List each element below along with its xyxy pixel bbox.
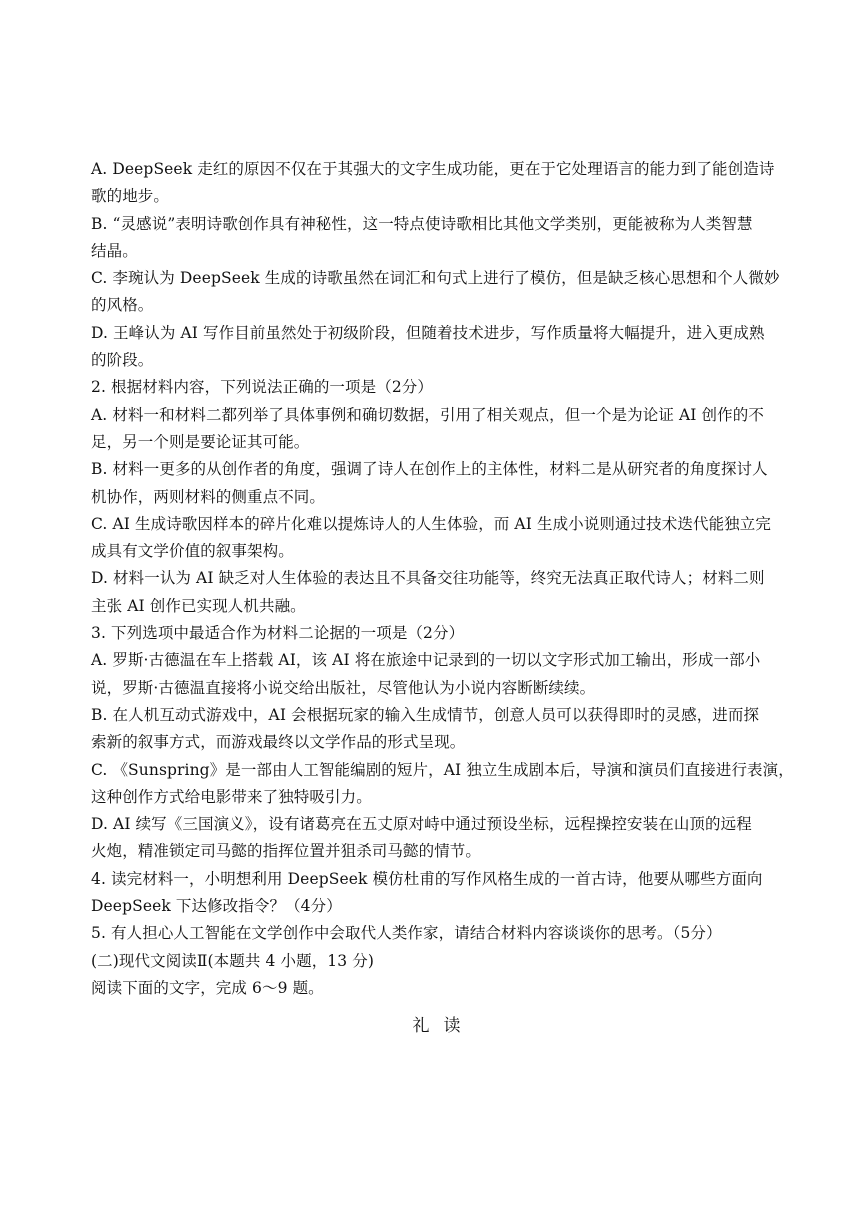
q2-option-d-line-2: 主张 AI 创作已实现人机共融。: [91, 596, 306, 615]
q1-option-c-line-1: C. 李琬认为 DeepSeek 生成的诗歌虽然在词汇和句式上进行了模仿，但是缺乏核心思想和个人微妙: [91, 269, 780, 288]
q1-option-c-line-2: 的风格。: [91, 296, 154, 315]
section-instruction: 阅读下面的文字，完成 6～9 题。: [91, 978, 324, 997]
q3-option-c-line-2: 这种创作方式给电影带来了独特吸引力。: [91, 787, 372, 806]
q1-option-a-line-1: A. DeepSeek 走红的原因不仅在于其强大的文字生成功能，更在于它处理语言的能力到了能创造诗: [91, 160, 775, 178]
q1-option-b-line-1: B. “灵感说”表明诗歌创作具有神秘性，这一特点使诗歌相比其他文学类别，更能被称为人类智慧: [91, 214, 753, 233]
q1-option-a-line-2: 歌的地步。: [91, 187, 170, 206]
passage-title: 礼读: [412, 1016, 475, 1037]
q2-option-b-line-1: B. 材料一更多的从创作者的角度，强调了诗人在创作上的主体性，材料二是从研究者的角度探讨人: [91, 460, 768, 479]
q3-option-d-line-1: D. AI 续写《三国演义》，设有诸葛亮在五丈原对峙中通过预设坐标，远程操控安装在山顶的远程: [91, 815, 752, 834]
question-5: 5. 有人担心人工智能在文学创作中会取代人类作家，请结合材料内容谈谈你的思考。（5分）: [91, 924, 722, 943]
q3-option-b-line-2: 索新的叙事方式，而游戏最终以文学作品的形式呈现。: [91, 733, 466, 752]
section-heading: (二)现代文阅读Ⅱ(本题共 4 小题，13 分): [91, 951, 374, 970]
q1-option-d-line-2: 的阶段。: [91, 351, 154, 370]
q2-option-c-line-2: 成具有文学价值的叙事架构。: [91, 542, 294, 561]
q3-option-c-line-1: C. 《Sunspring》是一部由人工智能编剧的短片，AI 独立生成剧本后，导演和演员们直接进行表演，: [91, 760, 794, 779]
q1-option-d-line-1: D. 王峰认为 AI 写作目前虽然处于初级阶段，但随着技术进步，写作质量将大幅提升，进入更成熟: [91, 323, 765, 342]
q2-option-a-line-2: 足，另一个则是要论证其可能。: [91, 432, 310, 451]
question-2-stem: 2. 根据材料内容，下列说法正确的一项是（2分）: [91, 378, 433, 397]
q2-option-d-line-1: D. 材料一认为 AI 缺乏对人生体验的表达且不具备交往功能等，终究无法真正取代诗人；材料二则: [91, 569, 765, 588]
q1-option-b-line-2: 结晶。: [91, 241, 138, 260]
q2-option-c-line-1: C. AI 生成诗歌因样本的碎片化难以提炼诗人的人生体验，而 AI 生成小说则通过技术迭代能独立完: [91, 514, 771, 533]
q3-option-d-line-2: 火炮，精准锁定司马懿的指挥位置并狙杀司马懿的情节。: [91, 842, 482, 861]
q3-option-b-line-1: B. 在人机互动式游戏中，AI 会根据玩家的输入生成情节，创意人员可以获得即时的灵感，进而探: [91, 705, 760, 724]
q3-option-a-line-1: A. 罗斯·古德温在车上搭载 AI，该 AI 将在旅途中记录到的一切以文字形式加工输出，形成一部小: [91, 651, 761, 670]
q2-option-b-line-2: 机协作，两则材料的侧重点不同。: [91, 487, 326, 506]
question-4-line-1: 4. 读完材料一，小明想利用 DeepSeek 模仿杜甫的写作风格生成的一首古诗，他要从哪些方面向: [91, 869, 763, 888]
question-3-stem: 3. 下列选项中最适合作为材料二论据的一项是（2分）: [91, 624, 465, 643]
q2-option-a-line-1: A. 材料一和材料二都列举了具体事例和确切数据，引用了相关观点，但一个是为论证 AI 创作的不: [91, 405, 764, 424]
question-4-line-2: DeepSeek 下达修改指令？（4分）: [91, 897, 342, 916]
q3-option-a-line-2: 说，罗斯·古德温直接将小说交给出版社，尽管他认为小说内容断断续续。: [91, 678, 596, 697]
